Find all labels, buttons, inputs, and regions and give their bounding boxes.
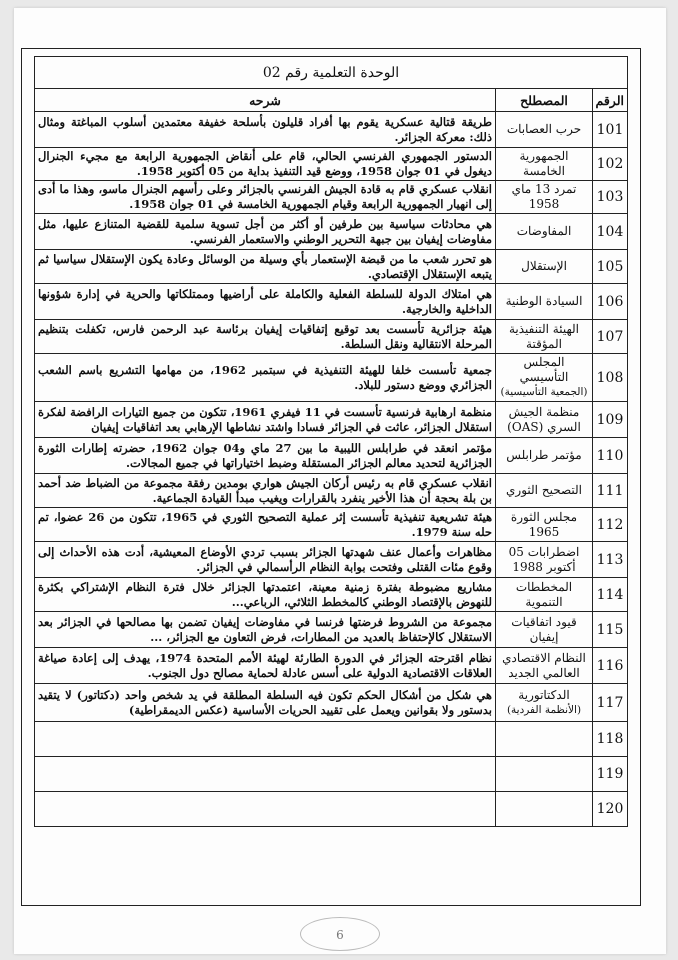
row-term-cell — [496, 320, 593, 354]
row-number: 120 — [593, 792, 628, 827]
row-term-cell — [496, 508, 593, 542]
row-explanation: انقلاب عسكري قام به قادة الجيش الفرنسي بالجزائر وعلى رأسهم الجنرال ماسو، وهذا ما أدى إلى انهيار الجمهورية الرابعة وقيام الجمهورية الخامسة في 01 جوان 1958. — [35, 181, 496, 214]
row-term: الهيئة التنفيذية المؤقتة — [508, 321, 579, 351]
row-number: 114 — [593, 578, 628, 612]
unit-title: الوحدة التعلمية رقم 02 — [35, 57, 628, 89]
row-number: 109 — [593, 402, 628, 438]
row-explanation: مشاريع مضبوطة بفترة زمنية معينة، اعتمدتها الجزائر خلال فترة النظام الإشتراكي بكثرة للنهوض بالإقتصاد الوطني كالمخطط الثلاثي، الرباعي... — [35, 578, 496, 612]
row-explanation: هي امتلاك الدولة للسلطة الفعلية والكاملة على أراضيها وممتلكاتها والحرية في إدارة شؤونها الداخلية والخارجية. — [35, 284, 496, 320]
table-row — [35, 250, 628, 284]
row-term: مؤتمر طرابلس — [506, 448, 582, 462]
row-term-cell — [496, 542, 593, 578]
table-row — [35, 542, 628, 578]
row-term: المخططات التنموية — [515, 579, 573, 609]
row-explanation: انقلاب عسكري قام به رئيس أركان الجيش هواري بومدين رفقة مجموعة من الضباط ضد أحمد بن بلة بحجة أن هذا الأخير ينفرد بالقرارات ويغيب مبدأ القيادة الجماعية. — [35, 474, 496, 508]
term-rows — [35, 112, 628, 722]
empty-table-row — [35, 757, 628, 792]
table-row — [35, 402, 628, 438]
row-term-cell — [496, 250, 593, 284]
row-term: السيادة الوطنية — [505, 294, 583, 308]
row-explanation: منظمة ارهابية فرنسية تأسست في 11 فيفري 1961، تتكون من جميع التيارات الرافضة لفكرة استقلال الجزائر، عاثت في الجزائر فسادا واشتد نشاطها الإرهابي بعد اتفاقيات إيفيان — [35, 402, 496, 438]
empty-table-row — [35, 792, 628, 827]
row-term-cell — [496, 181, 593, 214]
table-row — [35, 320, 628, 354]
page-number: 6 — [300, 917, 380, 951]
row-explanation — [35, 722, 496, 757]
header-row — [35, 89, 628, 112]
table-row — [35, 684, 628, 722]
table-row — [35, 148, 628, 181]
terms-table — [34, 56, 628, 827]
row-number: 116 — [593, 648, 628, 684]
row-term: الدكتاتورية — [518, 687, 570, 702]
row-explanation: هيئة تشريعية تنفيذية تأسست إثر عملية التصحيح الثوري في 1965، تتكون من 26 عضوا، تم حله سنة 1979. — [35, 508, 496, 542]
row-term: اضطرابات 05 أكتوبر 1988 — [508, 544, 580, 574]
row-term-cell — [496, 354, 593, 402]
row-term-cell — [496, 684, 593, 722]
empty-rows — [35, 722, 628, 827]
row-term-cell — [496, 214, 593, 250]
row-term: التصحيح الثوري — [506, 483, 582, 497]
row-term: النظام الاقتصادي العالمي الجديد — [502, 650, 586, 680]
row-number: 110 — [593, 438, 628, 474]
row-term-cell — [496, 402, 593, 438]
row-term: تمرد 13 ماي 1958 — [511, 182, 577, 211]
row-term: منظمة الجيش السري (OAS) — [507, 404, 581, 434]
table-row — [35, 648, 628, 684]
row-term — [496, 722, 593, 757]
row-term-cell — [496, 612, 593, 648]
header-term: المصطلح — [496, 89, 593, 112]
header-explanation: شرحه — [35, 89, 496, 112]
table-row — [35, 112, 628, 148]
row-explanation: الدستور الجمهوري الفرنسي الحالي، قام على أنقاض الجمهورية الرابعة مع مجيء الجنرال ديغول في 01 جوان 1958، ووضع قيد التنفيذ بداية من 05 أكتوبر 1958. — [35, 148, 496, 181]
empty-table-row — [35, 722, 628, 757]
row-number: 103 — [593, 181, 628, 214]
row-term: الإستقلال — [521, 259, 567, 273]
row-number: 119 — [593, 757, 628, 792]
table-row — [35, 284, 628, 320]
row-number: 107 — [593, 320, 628, 354]
table-row — [35, 181, 628, 214]
row-explanation — [35, 757, 496, 792]
row-number: 115 — [593, 612, 628, 648]
row-explanation: هو تحرر شعب ما من قبضة الإستعمار بأي وسيلة من الوسائل وعادة يكون الإستقلال سياسيا ثم يتبعه الإستقلال الإقتصادي. — [35, 250, 496, 284]
row-number: 102 — [593, 148, 628, 181]
row-explanation: طريقة قتالية عسكرية يقوم بها أفراد قليلون بأسلحة خفيفة معتمدين أسلوب المباغتة ومثال ذلك: معركة الجزائر. — [35, 112, 496, 148]
row-number: 111 — [593, 474, 628, 508]
row-number: 105 — [593, 250, 628, 284]
row-term: المفاوضات — [516, 224, 572, 238]
row-explanation — [35, 792, 496, 827]
row-explanation: مظاهرات وأعمال عنف شهدتها الجزائر بسبب تردي الأوضاع المعيشية، أدت هذه الأحداث إلى وقوع مئات القتلى وفتحت بوابة النظام الرأسمالي في الجزائر. — [35, 542, 496, 578]
table-row — [35, 354, 628, 402]
row-term: الجمهورية الخامسة — [519, 149, 569, 178]
row-term-subtitle: (الجمعية التأسيسية) — [500, 386, 588, 398]
row-term: حرب العصابات — [506, 122, 582, 136]
row-term: قيود اتفاقيات إيفيان — [511, 614, 577, 644]
row-explanation: مؤتمر انعقد في طرابلس الليبية ما بين 27 ماي و04 جوان 1962، حضرته إطارات الثورة الجزائرية لتحديد معالم الجزائر المستقلة وضبط اختياراتها في جميع المجالات. — [35, 438, 496, 474]
row-term-subtitle: (الأنظمة الفردية) — [506, 703, 582, 716]
row-term-cell — [496, 284, 593, 320]
header-number: الرقم — [593, 89, 628, 112]
table-row — [35, 214, 628, 250]
row-term: مجلس الثورة 1965 — [510, 509, 578, 539]
row-number: 112 — [593, 508, 628, 542]
table-row — [35, 438, 628, 474]
row-number: 113 — [593, 542, 628, 578]
row-term-cell — [496, 112, 593, 148]
row-explanation: هي محادثات سياسية بين طرفين أو أكثر من أجل تسوية سلمية للقضية المتنازع عليها، مثل مفاوضات إيفيان بين جبهة التحرير الوطني والاستعمار الفرنسي. — [35, 214, 496, 250]
row-term — [496, 757, 593, 792]
row-explanation: جمعية تأسست خلفا للهيئة التنفيذية في سبتمبر 1962، من مهامها التشريع باسم الشعب الجزائري ووضع دستور للبلاد. — [35, 354, 496, 402]
row-explanation: نظام اقترحته الجزائر في الدورة الطارئة لهيئة الأمم المتحدة 1974، يهدف إلى إعادة صياغة العلاقات الاقتصادية الدولية على أسس عادلة لحماية مصالح دول الجنوب. — [35, 648, 496, 684]
table-row — [35, 578, 628, 612]
row-term: المجلس التأسيسي — [519, 355, 569, 384]
row-term-cell — [496, 648, 593, 684]
table-row — [35, 474, 628, 508]
table-row — [35, 508, 628, 542]
row-explanation: مجموعة من الشروط فرضتها فرنسا في مفاوضات إيفيان تضمن بها مصالحها في الجزائر بعد الاستقلال كالإحتفاظ بالعديد من المطارات، فرض التعاون مع الجزائر، ... — [35, 612, 496, 648]
row-term — [496, 792, 593, 827]
row-explanation: هي شكل من أشكال الحكم تكون فيه السلطة المطلقة في يد شخص واحد (دكتاتور) لا يتقيد بدستور ولا بقوانين ويعمل على تقييد الحريات الأساسية (عكس الديمقراطية) — [35, 684, 496, 722]
row-explanation: هيئة جزائرية تأسست بعد توقيع إتفاقيات إيفيان برئاسة عبد الرحمن فارس، تكفلت بتنظيم المرحلة الانتقالية ونقل السلطة. — [35, 320, 496, 354]
row-number: 118 — [593, 722, 628, 757]
row-term-cell — [496, 438, 593, 474]
row-number: 108 — [593, 354, 628, 402]
row-term-cell — [496, 148, 593, 181]
unit-title-row — [35, 57, 628, 89]
row-number: 117 — [593, 684, 628, 722]
row-number: 104 — [593, 214, 628, 250]
row-number: 106 — [593, 284, 628, 320]
row-term-cell — [496, 578, 593, 612]
table-row — [35, 612, 628, 648]
row-term-cell — [496, 474, 593, 508]
row-number: 101 — [593, 112, 628, 148]
